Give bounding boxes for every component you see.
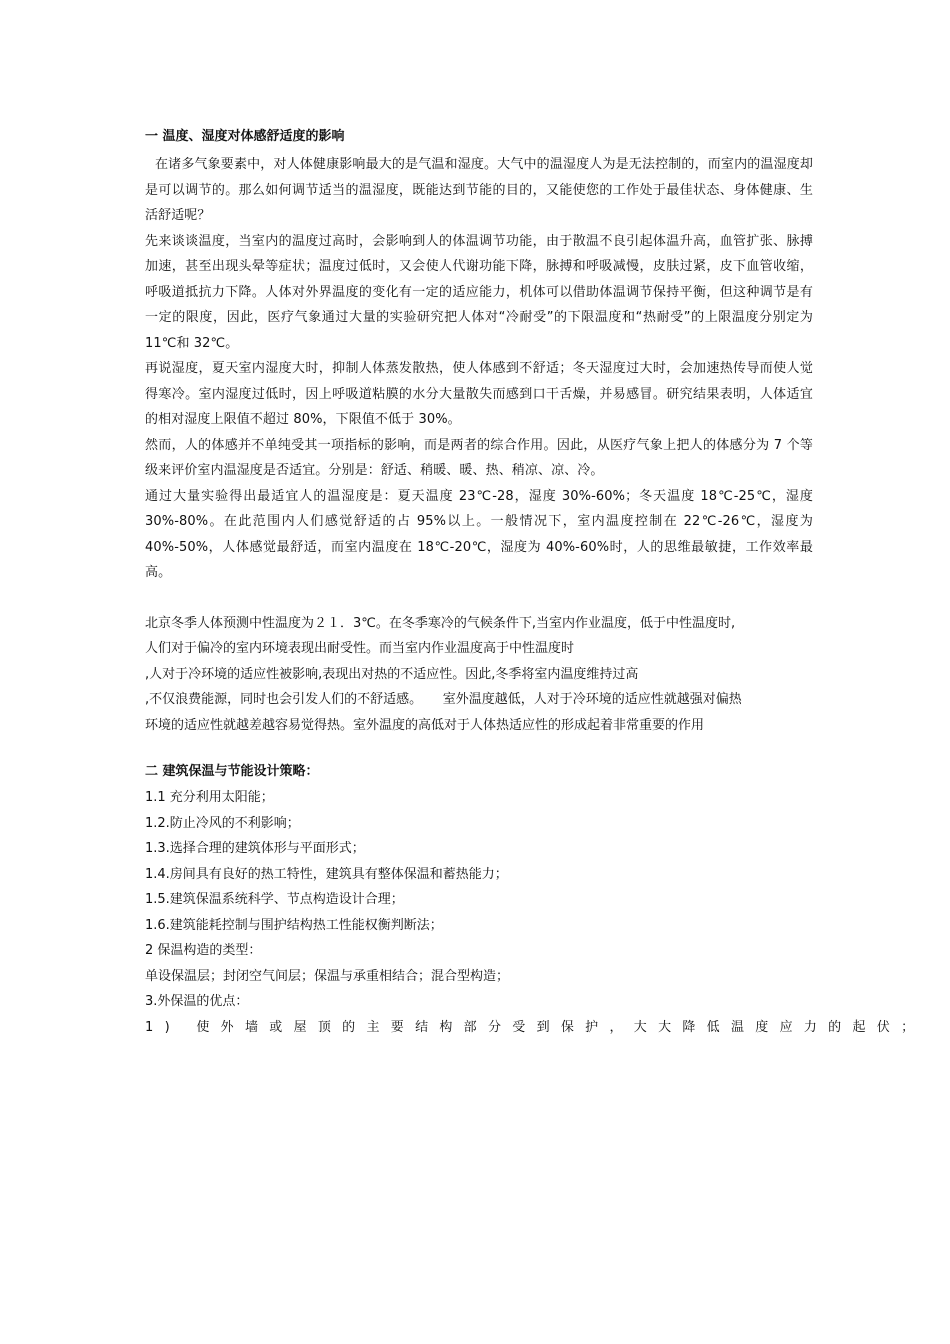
document-page	[145, 128, 926, 1040]
strategy-item: 1.3.选择合理的建筑体形与平面形式；	[145, 841, 365, 856]
blank-line	[145, 738, 813, 763]
blank-line	[145, 586, 813, 611]
insulation-types-heading: 2 保温构造的类型：	[145, 943, 262, 958]
section-heading-2: 二 建筑保温与节能设计策略：	[145, 764, 319, 779]
beijing-line-1: 北京冬季人体预测中性温度为２１．3℃。在冬季寒冷的气候条件下,当室内作业温度，低于中性温度时,	[145, 615, 736, 631]
beijing-line-4: ,不仅浪费能源，同时也会引发人们的不舒适感。 室外温度越低，人对于冷环境的适应性就越强对偏热	[145, 692, 742, 707]
strategy-item: 1.1 充分利用太阳能；	[145, 790, 274, 805]
strategy-item: 1.6.建筑能耗控制与围护结构热工性能权衡判断法；	[145, 917, 443, 933]
paragraph-optimal-values: 通过大量实验得出最适宜人的温湿度是：夏天温度 23℃-28，湿度 30%-60%；冬天温度 18℃-25℃，湿度 30%-80%。在此范围内人们感觉舒适的占 95%以上。一般情况下，室内温度控制在 22℃-26℃，湿度为 40%-50%，人体感觉最舒适，而室内温度在 18℃-20℃，湿度为 40%-60%时，人的思维最敏捷，工作效率最高。	[145, 488, 813, 580]
paragraph-humidity: 再说湿度，夏天室内湿度大时，抑制人体蒸发散热，使人体感到不舒适；冬天湿度过大时，会加速热传导而使人觉得寒冷。室内湿度过低时，因上呼吸道粘膜的水分大量散失而感到口干舌燥，并易感冒。研究结果表明，人体适宜的相对湿度上限值不超过 80%，下限值不低于 30%。	[145, 361, 813, 427]
beijing-line-5: 环境的适应性就越差越容易觉得热。室外温度的高低对于人体热适应性的形成起着非常重要的作用	[145, 717, 705, 733]
strategy-item: 1.2.防止冷风的不利影响；	[145, 815, 300, 831]
beijing-line-3: ,人对于冷环境的适应性被影响,表现出对热的不适应性。因此,冬季将室内温度维持过高	[145, 666, 639, 682]
strategy-item: 1.5.建筑保温系统科学、节点构造设计合理；	[145, 892, 404, 907]
paragraph-temperature: 先来谈谈温度，当室内的温度过高时，会影响到人的体温调节功能，由于散温不良引起体温升高，血管扩张、脉搏加速，甚至出现头晕等症状；温度过低时，又会使人代谢功能下降，脉搏和呼吸减慢，皮肤过紧，皮下血管收缩，呼吸道抵抗力下降。人体对外界温度的变化有一定的适应能力，机体可以借助体温调节保持平衡，但这种调节是有一定的限度，因此，医疗气象通过大量的实验研究把人体对“冷耐受”的下限温度和“热耐受”的上限温度分别定为 11℃和 32℃。	[145, 233, 813, 351]
external-insulation-point-1: 1) 使外墙或屋顶的主要结构部分受到保护，大大降低温度应力的起伏；	[145, 1019, 926, 1035]
paragraph-intro: 在诸多气象要素中，对人体健康影响最大的是气温和湿度。大气中的温湿度人为是无法控制的，而室内的温湿度却是可以调节的。那么如何调节适当的温湿度，既能达到节能的目的，又能使您的工作处于最佳状态、身体健康、生活舒适呢？	[145, 157, 813, 223]
beijing-line-2: 人们对于偏冷的室内环境表现出耐受性。而当室内作业温度高于中性温度时	[145, 641, 575, 656]
external-insulation-heading: 3.外保温的优点：	[145, 994, 249, 1009]
paragraph-comfort-levels: 然而，人的体感并不单纯受其一项指标的影响，而是两者的综合作用。因此，从医疗气象上把人的体感分为 7 个等级来评价室内温湿度是否适宜。分别是：舒适、稍暖、暖、热、稍凉、凉、冷。	[145, 437, 813, 478]
insulation-types-list: 单设保温层；封闭空气间层；保温与承重相结合；混合型构造；	[145, 968, 510, 984]
strategy-item: 1.4.房间具有良好的热工特性，建筑具有整体保温和蓄热能力；	[145, 866, 508, 882]
section-heading-1: 一 温度、湿度对体感舒适度的影响	[145, 129, 345, 144]
